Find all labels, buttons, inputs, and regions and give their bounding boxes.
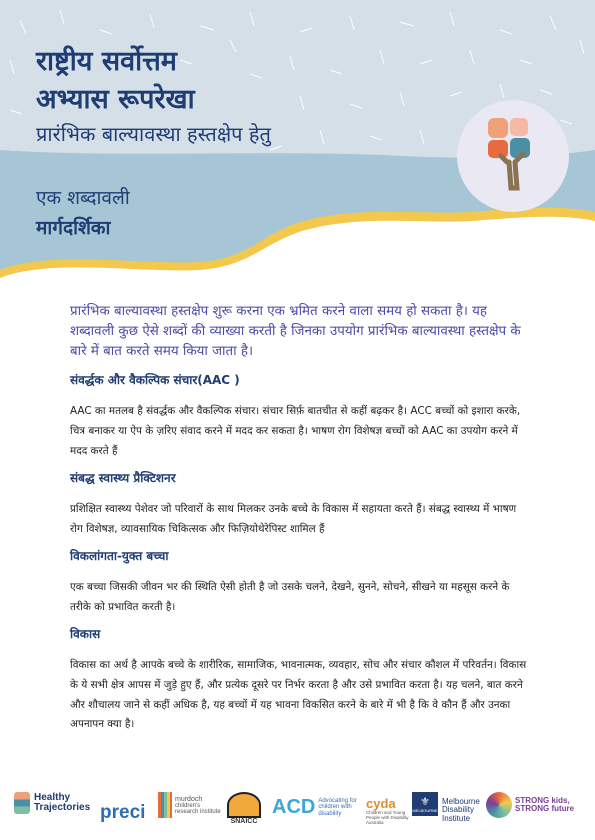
section-heading: विकास xyxy=(70,627,101,642)
subtitle-line-1: एक शब्दावली xyxy=(36,187,130,209)
cyda-logo xyxy=(366,796,410,826)
healthy-trajectories-logo xyxy=(14,792,90,814)
melbourne-disability-institute-logo xyxy=(442,798,486,823)
murdoch-icon xyxy=(158,792,172,818)
logo-text: MELBOURNE xyxy=(412,808,438,813)
partner-logos-footer xyxy=(0,792,595,840)
logo-text: murdoch xyxy=(175,795,203,803)
main-content xyxy=(70,302,530,743)
logo-text: SNAICC xyxy=(230,818,258,825)
section-development xyxy=(70,625,530,734)
section-allied-health xyxy=(70,469,530,539)
preci-logo: preci xyxy=(100,802,146,823)
logo-text: cyda xyxy=(366,796,396,811)
logo-text: Healthy xyxy=(34,791,71,803)
logo-text: STRONG kids, xyxy=(515,795,570,805)
subtitle-line-2: मार्गदर्शिका xyxy=(36,217,111,239)
logo-subtext: Advocating for children with disability xyxy=(318,797,357,817)
section-aac xyxy=(70,371,530,461)
section-text: AAC का मतलब है संवर्द्धक और वैकल्पिक संचार। संचार सिर्फ़ बातचीत से कहीं बढ़कर है। ACC बच्चों को इशारा करके, चित्र बनाकर या ऐप के ज़रिए संवाद करने में मदद कर सकता है। भाषण रोग विशेषज्ञ बच्चों को AAC का उपयोग करने में मदद करते हैं xyxy=(70,405,521,457)
murdoch-logo xyxy=(158,792,223,818)
strong-kids-logo xyxy=(486,792,581,818)
section-text: प्रशिक्षित स्वास्थ्य पेशेवर जो परिवारों के साथ मिलकर उनके बच्चे के विकास में सहायता करते हैं। संबद्ध स्वास्थ्य में भाषण रोग विशेषज्ञ, व्यावसायिक चिकित्सक और फिज़ियोथेरेपिस्ट शामिल हैं xyxy=(70,503,517,535)
section-heading: संवर्द्धक और वैकल्पिक संचार(AAC ) xyxy=(70,373,240,388)
section-child-with-disability xyxy=(70,547,530,617)
logo-subtext: children's research institute xyxy=(175,802,221,815)
logo-text: ACD xyxy=(272,796,316,818)
section-heading: संबद्ध स्वास्थ्य प्रैक्टिशनर xyxy=(70,471,176,486)
section-text: एक बच्चा जिसकी जीवन भर की स्थिति ऐसी होती है जो उसके चलने, देखने, सुनने, सोचने, सीखने या महसूस करने के तरीके को प्रभावित करती है। xyxy=(70,581,510,613)
snaicc-sun-icon xyxy=(227,792,261,818)
crest-icon: ⚜ xyxy=(420,796,430,808)
university-melbourne-logo xyxy=(412,792,438,816)
logo-subtext: Trajectories xyxy=(34,802,91,813)
title-line-2: अभ्यास रूपरेखा xyxy=(36,84,195,115)
title-line-1: राष्ट्रीय सर्वोत्तम xyxy=(36,46,177,77)
logo-text: Melbourne xyxy=(442,797,480,806)
logo-subtext: Children and Young People with Disability Australia xyxy=(366,810,409,825)
framework-logo xyxy=(457,100,569,212)
acd-logo xyxy=(272,796,364,819)
tree-icon xyxy=(457,100,569,212)
healthy-trajectories-icon xyxy=(14,792,30,814)
section-text: विकास का अर्थ है आपके बच्चे के शारीरिक, सामाजिक, भावनात्मक, व्यवहार, सोच और संचार कौशल में परिवर्तन। विकास के ये सभी क्षेत्र आपस में जुड़े हुए हैं, और प्रत्येक दूसरे पर निर्भर करता है और उसे प्रभावित करता है। यह चलने, बात करने और शौचालय जाने से कहीं अधिक है, यह बच्चों में यह भावना विकसित करने के बारे में भी है कि वे कौन हैं और उनका अपनापन क्या है। xyxy=(70,659,527,731)
title-line-3: प्रारंभिक बाल्यावस्था हस्तक्षेप हेतु xyxy=(36,122,271,146)
strong-kids-icon xyxy=(486,792,512,818)
intro-paragraph: प्रारंभिक बाल्यावस्था हस्तक्षेप शुरू करना एक भ्रमित करने वाला समय हो सकता है। यह शब्दावली कुछ ऐसे शब्दों की व्याख्या करती है जिनका उपयोग प्रारंभिक बाल्यावस्था हस्तक्षेप के बारे में बात करते समय किया जाता है। xyxy=(70,304,521,359)
section-heading: विकलांगता-युक्त बच्चा xyxy=(70,549,169,564)
logo-subtext: STRONG future xyxy=(515,804,575,813)
snaicc-logo xyxy=(222,792,266,825)
logo-subtext: Disability Institute xyxy=(442,805,475,823)
